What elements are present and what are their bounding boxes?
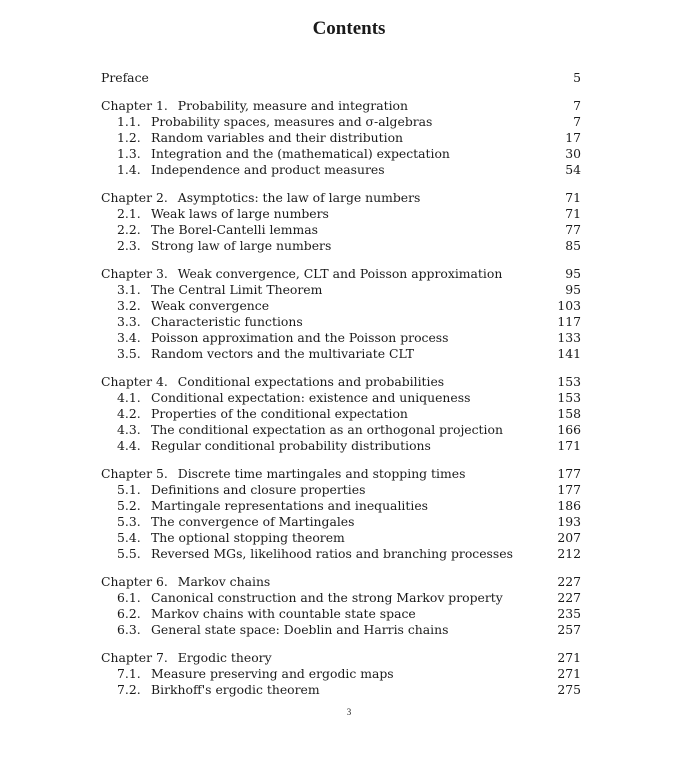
chapter-page: 95 — [565, 266, 581, 281]
section-number: 5.2. — [117, 498, 141, 513]
toc-section-entry[interactable] — [101, 114, 581, 130]
section-page: 186 — [557, 498, 581, 513]
chapter-number: Chapter 7. — [101, 650, 168, 665]
toc-chapter-entry[interactable] — [101, 374, 581, 390]
toc-chapter — [101, 650, 581, 698]
section-number: 5.4. — [117, 530, 141, 545]
section-page: 212 — [557, 546, 581, 561]
section-title: Conditional expectation: existence and uniqueness — [151, 390, 471, 405]
section-page: 158 — [557, 406, 581, 421]
toc-chapter — [101, 266, 581, 362]
section-page: 271 — [557, 666, 581, 681]
toc-section-entry[interactable] — [101, 422, 581, 438]
section-title: Weak laws of large numbers — [151, 206, 329, 221]
section-page: 30 — [565, 146, 581, 161]
toc-section-entry[interactable] — [101, 346, 581, 362]
section-number: 3.5. — [117, 346, 141, 361]
chapter-title: Weak convergence, CLT and Poisson approximation — [177, 266, 503, 281]
chapter-number: Chapter 5. — [101, 466, 168, 481]
section-page: 54 — [565, 162, 581, 177]
section-number: 1.1. — [117, 114, 141, 129]
toc-section-entry[interactable] — [101, 330, 581, 346]
section-number: 1.2. — [117, 130, 141, 145]
section-page: 95 — [565, 282, 581, 297]
toc-chapter — [101, 466, 581, 562]
section-number: 5.5. — [117, 546, 141, 561]
toc-chapter-entry[interactable] — [101, 98, 581, 114]
section-number: 1.3. — [117, 146, 141, 161]
section-number: 7.1. — [117, 666, 141, 681]
toc-section-entry[interactable] — [101, 146, 581, 162]
chapter-page: 177 — [557, 466, 581, 481]
preface-page: 5 — [573, 70, 581, 85]
section-page: 207 — [557, 530, 581, 545]
section-number: 3.3. — [117, 314, 141, 329]
toc-chapter-entry[interactable] — [101, 466, 581, 482]
section-page: 77 — [565, 222, 581, 237]
section-page: 141 — [557, 346, 581, 361]
toc-section-entry[interactable] — [101, 590, 581, 606]
toc-section-entry[interactable] — [101, 438, 581, 454]
toc-section-entry[interactable] — [101, 546, 581, 562]
section-title: Canonical construction and the strong Markov property — [151, 590, 503, 605]
toc-section-entry[interactable] — [101, 298, 581, 314]
table-of-contents — [101, 70, 581, 698]
chapter-number: Chapter 2. — [101, 190, 168, 205]
section-title: Random vectors and the multivariate CLT — [151, 346, 414, 361]
toc-section-entry[interactable] — [101, 514, 581, 530]
section-title: The Borel-Cantelli lemmas — [151, 222, 319, 237]
section-title: The convergence of Martingales — [151, 514, 355, 529]
section-number: 1.4. — [117, 162, 141, 177]
section-title: Weak convergence — [151, 298, 270, 313]
section-page: 275 — [557, 682, 581, 697]
section-number: 2.1. — [117, 206, 141, 221]
section-page: 227 — [557, 590, 581, 605]
chapter-page: 71 — [565, 190, 581, 205]
chapter-number: Chapter 1. — [101, 98, 168, 113]
section-title: Poisson approximation and the Poisson process — [151, 330, 449, 345]
section-page: 166 — [557, 422, 581, 437]
section-title: Measure preserving and ergodic maps — [151, 666, 394, 681]
toc-section-entry[interactable] — [101, 238, 581, 254]
section-page: 133 — [557, 330, 581, 345]
section-number: 4.4. — [117, 438, 141, 453]
toc-section-entry[interactable] — [101, 206, 581, 222]
section-number: 4.2. — [117, 406, 141, 421]
section-title: Probability spaces, measures and σ-algebras — [151, 114, 433, 129]
toc-section-entry[interactable] — [101, 162, 581, 178]
section-number: 5.3. — [117, 514, 141, 529]
toc-chapter-entry[interactable] — [101, 266, 581, 282]
section-page: 193 — [557, 514, 581, 529]
section-number: 5.1. — [117, 482, 141, 497]
chapter-number: Chapter 6. — [101, 574, 168, 589]
section-title: Independence and product measures — [151, 162, 385, 177]
preface-label: Preface — [101, 70, 149, 85]
chapter-title: Conditional expectations and probabilities — [177, 374, 445, 389]
toc-chapter-entry[interactable] — [101, 650, 581, 666]
toc-section-entry[interactable] — [101, 606, 581, 622]
section-title: Markov chains with countable state space — [151, 606, 416, 621]
section-title: The conditional expectation as an orthogonal projection — [151, 422, 503, 437]
section-page: 257 — [557, 622, 581, 637]
toc-chapter — [101, 98, 581, 178]
section-title: General state space: Doeblin and Harris chains — [151, 622, 449, 637]
toc-chapter-entry[interactable] — [101, 574, 581, 590]
chapter-page: 7 — [573, 98, 581, 113]
section-title: Definitions and closure properties — [151, 482, 366, 497]
chapter-title: Probability, measure and integration — [177, 98, 408, 113]
section-page: 177 — [557, 482, 581, 497]
section-title: Reversed MGs, likelihood ratios and branching processes — [151, 546, 513, 561]
section-page: 7 — [573, 114, 581, 129]
chapter-title: Markov chains — [177, 574, 271, 589]
toc-section-entry[interactable] — [101, 530, 581, 546]
section-number: 7.2. — [117, 682, 141, 697]
toc-chapter — [101, 190, 581, 254]
toc-chapter — [101, 574, 581, 638]
toc-section-entry[interactable] — [101, 682, 581, 698]
section-title: Random variables and their distribution — [151, 130, 404, 145]
section-number: 3.2. — [117, 298, 141, 313]
section-title: Integration and the (mathematical) expectation — [151, 146, 450, 161]
section-number: 2.2. — [117, 222, 141, 237]
toc-section-entry[interactable] — [101, 282, 581, 298]
toc-preface[interactable] — [101, 70, 581, 86]
section-page: 171 — [557, 438, 581, 453]
section-page: 235 — [557, 606, 581, 621]
page-title: Contents — [312, 18, 386, 39]
section-title: Properties of the conditional expectation — [151, 406, 408, 421]
chapter-page: 153 — [557, 374, 581, 389]
section-number: 3.1. — [117, 282, 141, 297]
toc-chapter-entry[interactable] — [101, 190, 581, 206]
toc-chapter — [101, 374, 581, 454]
section-number: 4.1. — [117, 390, 141, 405]
section-title: The optional stopping theorem — [151, 530, 345, 545]
section-page: 17 — [565, 130, 581, 145]
toc-section-entry[interactable] — [101, 390, 581, 406]
section-title: Martingale representations and inequalities — [151, 498, 429, 513]
section-page: 103 — [557, 298, 581, 313]
section-title: Strong law of large numbers — [151, 238, 332, 253]
section-title: Regular conditional probability distributions — [151, 438, 431, 453]
section-page: 117 — [557, 314, 581, 329]
section-title: Characteristic functions — [151, 314, 303, 329]
chapter-page: 227 — [557, 574, 581, 589]
chapter-number: Chapter 4. — [101, 374, 168, 389]
toc-section-entry[interactable] — [101, 498, 581, 514]
toc-section-entry[interactable] — [101, 222, 581, 238]
section-title: The Central Limit Theorem — [151, 282, 323, 297]
section-title: Birkhoff's ergodic theorem — [151, 682, 320, 697]
chapter-title: Asymptotics: the law of large numbers — [177, 190, 421, 205]
section-page: 71 — [565, 206, 581, 221]
section-page: 85 — [565, 238, 581, 253]
toc-section-entry[interactable] — [101, 482, 581, 498]
section-number: 6.3. — [117, 622, 141, 637]
toc-section-entry[interactable] — [101, 130, 581, 146]
toc-section-entry[interactable] — [101, 622, 581, 638]
chapter-page: 271 — [557, 650, 581, 665]
toc-section-entry[interactable] — [101, 406, 581, 422]
toc-section-entry[interactable] — [101, 314, 581, 330]
toc-section-entry[interactable] — [101, 666, 581, 682]
section-number: 6.1. — [117, 590, 141, 605]
section-number: 3.4. — [117, 330, 141, 345]
chapter-title: Discrete time martingales and stopping times — [177, 466, 466, 481]
chapter-number: Chapter 3. — [101, 266, 168, 281]
section-number: 4.3. — [117, 422, 141, 437]
section-number: 6.2. — [117, 606, 141, 621]
page-number: 3 — [346, 707, 352, 717]
section-number: 2.3. — [117, 238, 141, 253]
section-page: 153 — [557, 390, 581, 405]
chapter-title: Ergodic theory — [177, 650, 272, 665]
